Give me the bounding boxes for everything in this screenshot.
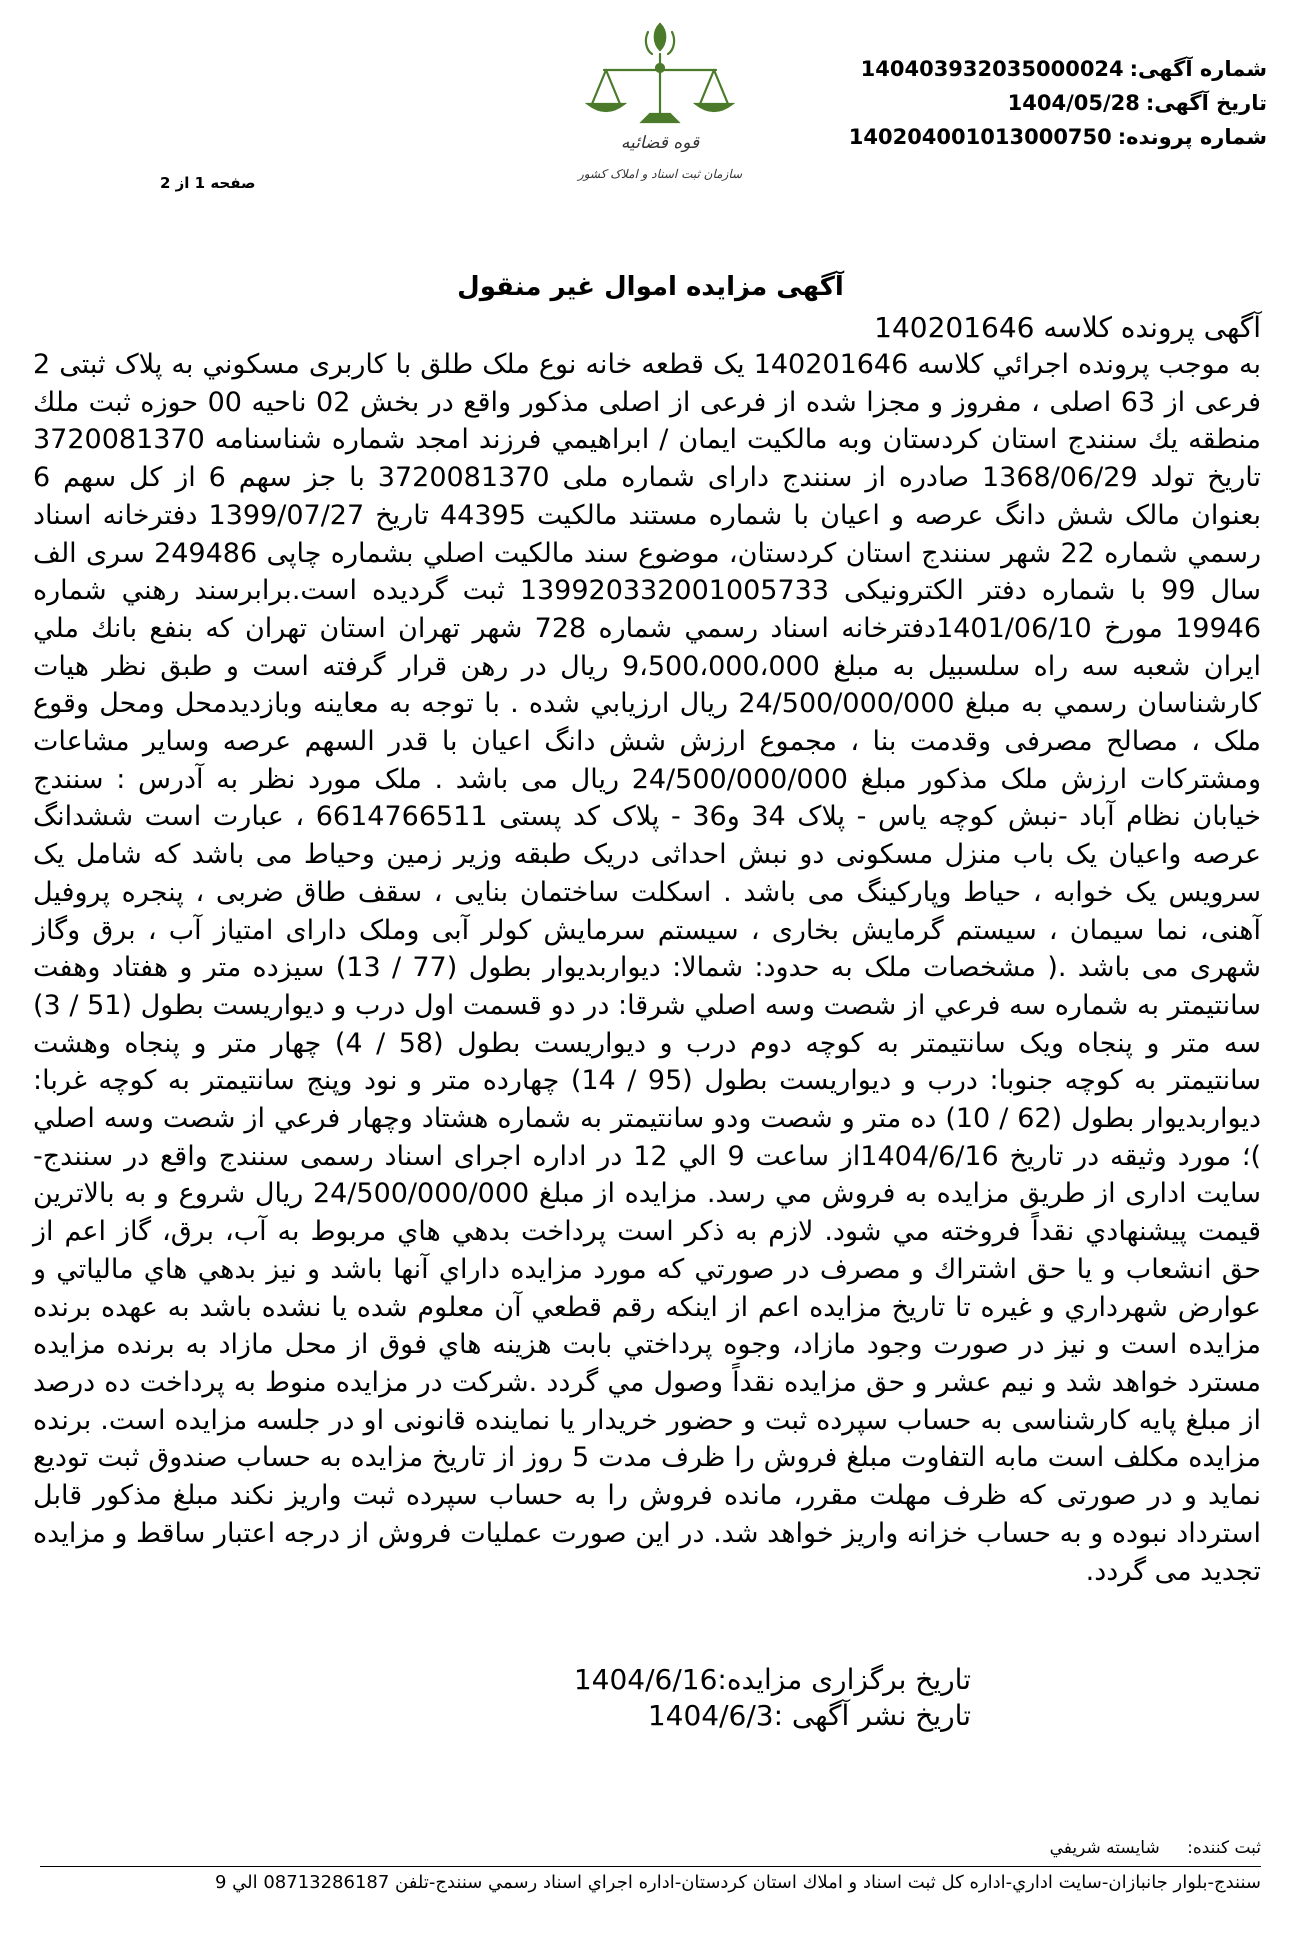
auction-date: 1404/6/16 xyxy=(573,1663,718,1696)
notice-number-row xyxy=(747,52,1267,86)
notice-date-row xyxy=(747,86,1267,120)
case-number: 140204001013000750 xyxy=(848,125,1112,149)
case-number-label: شماره پرونده: xyxy=(1117,125,1267,149)
registrar xyxy=(1050,1838,1261,1858)
page-number: صفحه 1 از 2 xyxy=(160,174,256,192)
auction-date-label: تاریخ برگزاری مزایده: xyxy=(717,1663,971,1696)
notice-body-text: به موجب پرونده اجرائي كلاسه 140201646 يک قطعه خانه نوع ملک طلق با كاربری مسكوني به پلاک ثبتی 2 فرعی از 63 اصلی ، مفروز و مجزا شده از فرعی از اصلی مذکور واقع در بخش 02 ناحيه 00 حوزه ثبت ملك منطقه يك سنندج استان كردستان وبه مالكيت ايمان / ابراهيمي فرزند امجد شماره شناسنامه 3720081370 تاریخ تولد 1368/06/29 صادره از سنندج دارای شماره ملی 3720081370 با جز سهم 6 از کل سهم 6 بعنوان مالک شش دانگ عرصه و اعیان با شماره مستند مالکیت 44395 تاریخ 1399/07/27 دفترخانه اسناد رسمي شماره 22 شهر سنندج استان كردستان، موضوع سند مالکیت اصلي بشماره چاپی 249486 سری الف سال 99 با شماره دفتر الکترونیکی 139920332001005733 ثبت گردیده است.برابرسند رهني شماره 19946 مورخ 1401/06/10دفترخانه اسناد رسمي شماره 728 شهر تهران استان تهران که بنفع بانك ملي ايران شعبه سه راه سلسبيل به مبلغ 9،500،000،000 ریال در رهن قرار گرفته است و طبق نظر هيات كارشناسان رسمي به مبلغ 24/500/000/000 ريال ارزيابي شده . با توجه به معاينه وبازديدمحل ومحل وقوع ملک ، مصالح مصرفی وقدمت بنا ، مجموع ارزش شش دانگ اعیان با قدر السهم عرصه وسایر مشاعات ومشترکات ارزش ملک مذکور مبلغ 24/500/000/000 ریال می باشد . ملک مورد نظر به آدرس : سنندج خیابان نظام آباد -نبش کوچه یاس - پلاک 34 و36 - پلاک کد پستی 6614766511 ، عبارت است ششدانگ عرصه واعیان یک باب منزل مسکونی دو نبش احداثی دریک طبقه وزیر زمین وحیاط می باشد که شامل یک سرویس یک خوابه ، حیاط وپارکینگ می باشد . اسکلت ساختمان بنایی ، سقف طاق ضربی ، پنجره پروفیل آهنی، نما سیمان ، سیستم گرمایش بخاری ، سیستم سرمایش کولر آبی وملک دارای امتیاز آب ، برق وگاز شهری می باشد .( مشخصات ملک به حدود: شمالا: دیواربدیوار بطول (77 / 13) سیزده متر و هفتاد وهفت سانتیمتر به شماره سه فرعي از شصت وسه اصلي شرقا: در دو قسمت اول درب و دیواریست بطول (51 / 3) سه متر و پنجاه ویک سانتیمتر به کوچه دوم درب و دیواریست بطول (58 / 4) چهار متر و پنجاه وهشت سانتیمتر به کوچه جنوبا: درب و دیواریست بطول (95 / 14) چهارده متر و نود وپنج سانتیمتر به کوچه غربا: دیواربدیوار بطول (62 / 10) ده متر و شصت ودو سانتیمتر به شماره هشتاد وچهار فرعي از شصت وسه اصلي )؛ مورد وثیقه در تاریخ 1404/6/16از ساعت 9 الي 12 در اداره اجرای اسناد رسمی سنندج واقع در سنندج-سایت اداری از طریق مزایده به فروش مي رسد. مزايده از مبلغ 24/500/000/000 ریال شروع و به بالاترين قيمت پيشنهادي نقداً فروخته مي شود. لازم به ذكر است پرداخت بدهي هاي مربوط به آب، برق، گاز اعم از حق انشعاب و يا حق اشتراك و مصرف در صورتي كه مورد مزايده داراي آنها باشد و نيز بدهي هاي مالياتي و عوارض شهرداري و غيره تا تاريخ مزايده اعم از اينكه رقم قطعي آن معلوم شده يا نشده باشد به عهده برنده مزايده است و نيز در صورت وجود مازاد، وجوه پرداختي بابت هزينه هاي فوق از محل مازاد به برنده مزايده مسترد خواهد شد و نیم عشر و حق مزایده نقداً وصول مي گردد .شرکت در مزایده منوط به پرداخت ده درصد از مبلغ پایه کارشناسی به حساب سپرده ثبت و حضور خریدار یا نماینده قانونی او در جلسه مزایده است. برنده مزایده مکلف است مابه التفاوت مبلغ فروش را ظرف مدت 5 روز از تاریخ مزایده به حساب صندوق ثبت تودیع نماید و در صورتی که ظرف مهلت مقرر، مانده فروش را به حساب سپرده ثبت واریز نکند مبلغ مذکور قابل استرداد نبوده و به حساب خزانه واریز خواهد شد. در این صورت عملیات فروش از درجه اعتبار ساقط و مزایده تجدید می گردد. xyxy=(33,349,1262,1587)
notice-date-label: تاریخ آگهی: xyxy=(1145,91,1267,115)
document-title: آگهی مزایده اموال غیر منقول xyxy=(457,272,844,302)
notice-meta xyxy=(747,52,1267,154)
publish-date-row xyxy=(574,1698,971,1734)
case-class-line: آگهی پرونده کلاسه 140201646 xyxy=(874,311,1261,344)
registrar-label: ثبت کننده: xyxy=(1187,1838,1261,1858)
publish-date: 1404/6/3 xyxy=(647,1699,774,1732)
emblem-judiciary-text: قوه قضائیه xyxy=(620,133,700,153)
footer-address: سنندج-بلوار جانبازان-سایت اداري-اداره کل ثبت اسناد و املاك استان كردستان-اداره اجراي اسناد رسمي سنندج-تلفن 08713286187 الي 9 xyxy=(214,1872,1261,1893)
emblem-organization-text: سازمان ثبت اسناد و املاک کشور xyxy=(577,167,743,181)
judiciary-emblem-icon xyxy=(560,10,760,225)
notice-number: 140403932035000024 xyxy=(860,57,1124,81)
notice-number-label: شماره آگهی: xyxy=(1129,57,1267,81)
auction-dates xyxy=(574,1662,971,1734)
notice-date: 1404/05/28 xyxy=(1007,91,1140,115)
registrar-name: شایسته شریفي xyxy=(1049,1838,1160,1858)
auction-date-row xyxy=(574,1662,971,1698)
notice-body xyxy=(33,310,1261,1590)
footer-divider xyxy=(40,1866,1261,1867)
case-number-row xyxy=(747,120,1267,154)
publish-date-label: تاریخ نشر آگهی : xyxy=(773,1699,971,1732)
